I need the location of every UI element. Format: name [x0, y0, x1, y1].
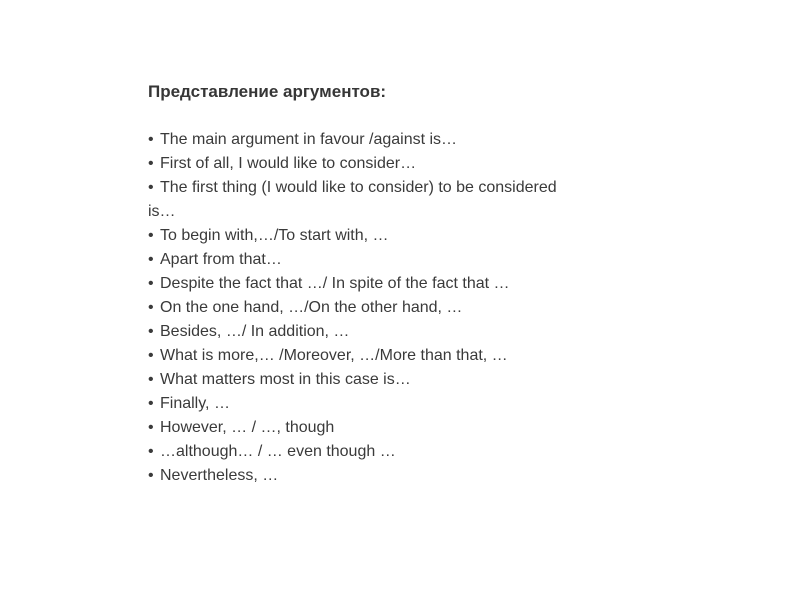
list-item [148, 248, 748, 272]
list-item-text: Besides, …/ In addition, … [160, 323, 350, 340]
list-item [148, 272, 748, 296]
list-item [148, 152, 748, 176]
list-item-text: First of all, I would like to consider… [160, 155, 417, 172]
bullet-icon: • [148, 179, 154, 196]
bullet-icon: • [148, 347, 154, 364]
bullet-icon: • [148, 443, 154, 460]
list-item-text: Despite the fact that …/ In spite of the fact that … [160, 275, 510, 292]
bullet-icon: • [148, 251, 154, 268]
list-item [148, 296, 748, 320]
list-item-text: Apart from that… [160, 251, 282, 268]
list-item-text: The main argument in favour /against is… [160, 131, 458, 148]
list-item [148, 224, 748, 248]
slide-content [148, 80, 748, 488]
bullet-icon: • [148, 299, 154, 316]
bullet-icon: • [148, 323, 154, 340]
bullet-icon: • [148, 227, 154, 244]
list-item-continuation [148, 200, 748, 224]
list-item [148, 128, 748, 152]
bullet-icon: • [148, 395, 154, 412]
list-item-text: To begin with,…/To start with, … [160, 227, 389, 244]
list-item [148, 176, 748, 200]
list-item [148, 344, 748, 368]
list-item [148, 464, 748, 488]
list-item-text: What matters most in this case is… [160, 371, 411, 388]
list-item-text: is… [148, 203, 176, 220]
list-item [148, 440, 748, 464]
bullet-icon: • [148, 419, 154, 436]
bullet-icon: • [148, 371, 154, 388]
list-item-text: What is more,… /Moreover, …/More than that, … [160, 347, 508, 364]
list-item [148, 368, 748, 392]
slide-title: Представление аргументов: [148, 82, 387, 101]
list-item-text: However, … / …, though [160, 419, 335, 436]
list-item-text: On the one hand, …/On the other hand, … [160, 299, 463, 316]
list-item-text: The first thing (I would like to consider) to be considered [160, 179, 557, 196]
list-item-text: Finally, … [160, 395, 230, 412]
list-item [148, 320, 748, 344]
list-item-text: …although… / … even though … [160, 443, 396, 460]
list-item-text: Nevertheless, … [160, 467, 279, 484]
bullet-icon: • [148, 275, 154, 292]
list-item [148, 392, 748, 416]
bullet-icon: • [148, 467, 154, 484]
list-item [148, 416, 748, 440]
bullet-icon: • [148, 155, 154, 172]
bullet-icon: • [148, 131, 154, 148]
bullet-list [148, 128, 748, 488]
